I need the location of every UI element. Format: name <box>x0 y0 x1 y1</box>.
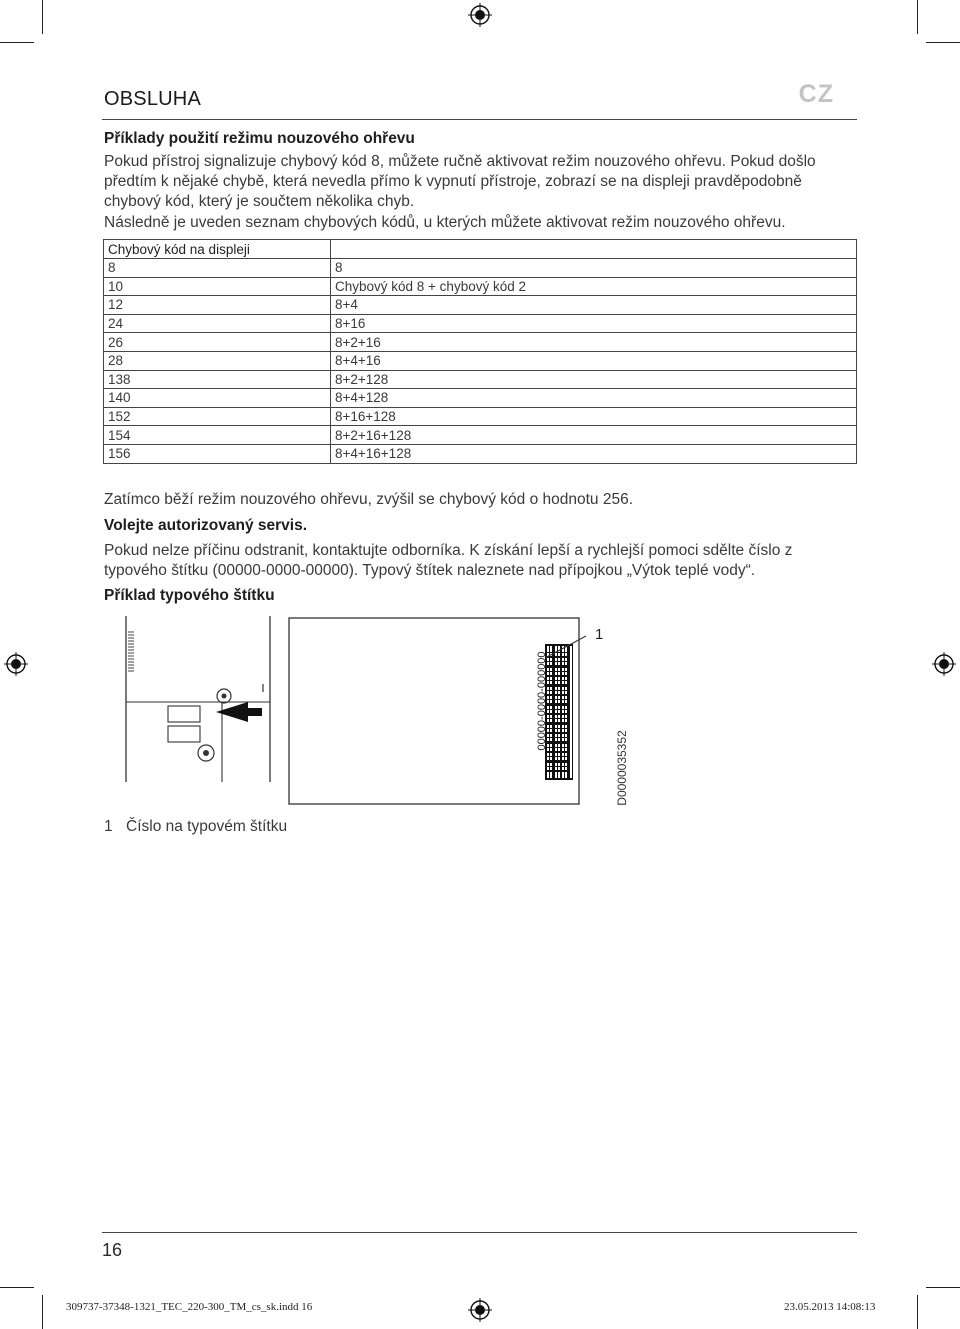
crop-mark <box>42 1295 43 1329</box>
table-cell-code: 12 <box>104 296 331 315</box>
type-plate-heading: Příklad typového štítku <box>104 587 275 604</box>
table-header-cell: Chybový kód na displeji <box>104 240 331 259</box>
table-cell-code: 138 <box>104 370 331 389</box>
table-cell-composition: 8+2+16+128 <box>331 426 857 445</box>
table-cell-composition: 8+16 <box>331 314 857 333</box>
table-cell-code: 8 <box>104 259 331 278</box>
callout-number: 1 <box>595 626 604 643</box>
drawing-id: D0000035352 <box>615 730 629 806</box>
table-cell-composition: 8 <box>331 259 857 278</box>
table-cell-code: 28 <box>104 351 331 370</box>
table-cell-composition: 8+2+128 <box>331 370 857 389</box>
crop-mark <box>0 1287 34 1288</box>
table-cell-code: 156 <box>104 444 331 463</box>
legend-number: 1 <box>104 818 113 835</box>
file-slug: 309737-37348-1321_TEC_220-300_TM_cs_sk.indd 16 <box>66 1301 313 1313</box>
section-title: OBSLUHA <box>104 88 201 110</box>
table-cell-composition: 8+4+128 <box>331 389 857 408</box>
table-cell-composition: 8+4 <box>331 296 857 315</box>
table-row <box>104 389 857 408</box>
table-row <box>104 444 857 463</box>
table-cell-code: 140 <box>104 389 331 408</box>
table-cell-composition: 8+4+16 <box>331 351 857 370</box>
intro-paragraph: Pokud přístroj signalizuje chybový kód 8, můžete ručně aktivovat režim nouzového ohřevu. Pokud došlo předtím k nějaké chybě, která nevedla přímo k vypnutí přístroje, zobrazí se na displeji pravděpodobně chybový kód, který je součtem několika chyb. <box>104 153 816 210</box>
table-row <box>104 407 857 426</box>
type-plate-illustration <box>120 612 640 817</box>
language-label: CZ <box>798 80 834 108</box>
emergency-code-note: Zatímco běží režim nouzového ohřevu, zvýšil se chybový kód o hodnotu 256. <box>104 491 634 508</box>
table-cell-code: 10 <box>104 277 331 296</box>
table-cell-composition: 8+2+16 <box>331 333 857 352</box>
print-timestamp: 23.05.2013 14:08:13 <box>784 1301 876 1313</box>
footer-divider <box>102 1232 857 1233</box>
error-code-table <box>103 239 857 464</box>
barcode-number: 00000-0000-000000 <box>536 651 548 751</box>
table-cell-code: 154 <box>104 426 331 445</box>
table-header-cell-empty <box>331 240 857 259</box>
table-row <box>104 426 857 445</box>
legend-text: Číslo na typovém štítku <box>126 818 288 835</box>
table-row <box>104 351 857 370</box>
registration-mark-icon <box>932 652 956 676</box>
crop-mark <box>42 0 43 34</box>
crop-mark <box>926 1287 960 1288</box>
page-number: 16 <box>102 1240 123 1260</box>
table-row <box>104 296 857 315</box>
crop-mark <box>926 42 960 43</box>
table-header-row <box>104 240 857 259</box>
registration-mark-icon <box>468 1298 492 1322</box>
table-row <box>104 314 857 333</box>
table-cell-composition: 8+4+16+128 <box>331 444 857 463</box>
table-cell-code: 26 <box>104 333 331 352</box>
table-row <box>104 259 857 278</box>
contact-paragraph: Pokud nelze příčinu odstranit, kontaktujte odborníka. K získání lepší a rychlejší pomoci sdělte číslo z typového štítku (00000-0000-00000). Typový štítek naleznete nad přípojkou „Výtok teplé vody“. <box>104 542 793 579</box>
service-callout: Volejte autorizovaný servis. <box>104 517 308 534</box>
table-row <box>104 333 857 352</box>
table-row <box>104 277 857 296</box>
crop-mark <box>917 0 918 34</box>
examples-heading: Příklady použití režimu nouzového ohřevu <box>104 130 415 147</box>
table-cell-composition: 8+16+128 <box>331 407 857 426</box>
table-cell-composition: Chybový kód 8 + chybový kód 2 <box>331 277 857 296</box>
crop-mark <box>917 1295 918 1329</box>
list-intro-paragraph: Následně je uveden seznam chybových kódů, u kterých můžete aktivovat režim nouzového ohřevu. <box>104 214 786 231</box>
registration-mark-icon <box>4 652 28 676</box>
table-cell-code: 24 <box>104 314 331 333</box>
registration-mark-icon <box>468 3 492 27</box>
table-cell-code: 152 <box>104 407 331 426</box>
crop-mark <box>0 42 34 43</box>
table-row <box>104 370 857 389</box>
header-divider <box>102 119 857 120</box>
